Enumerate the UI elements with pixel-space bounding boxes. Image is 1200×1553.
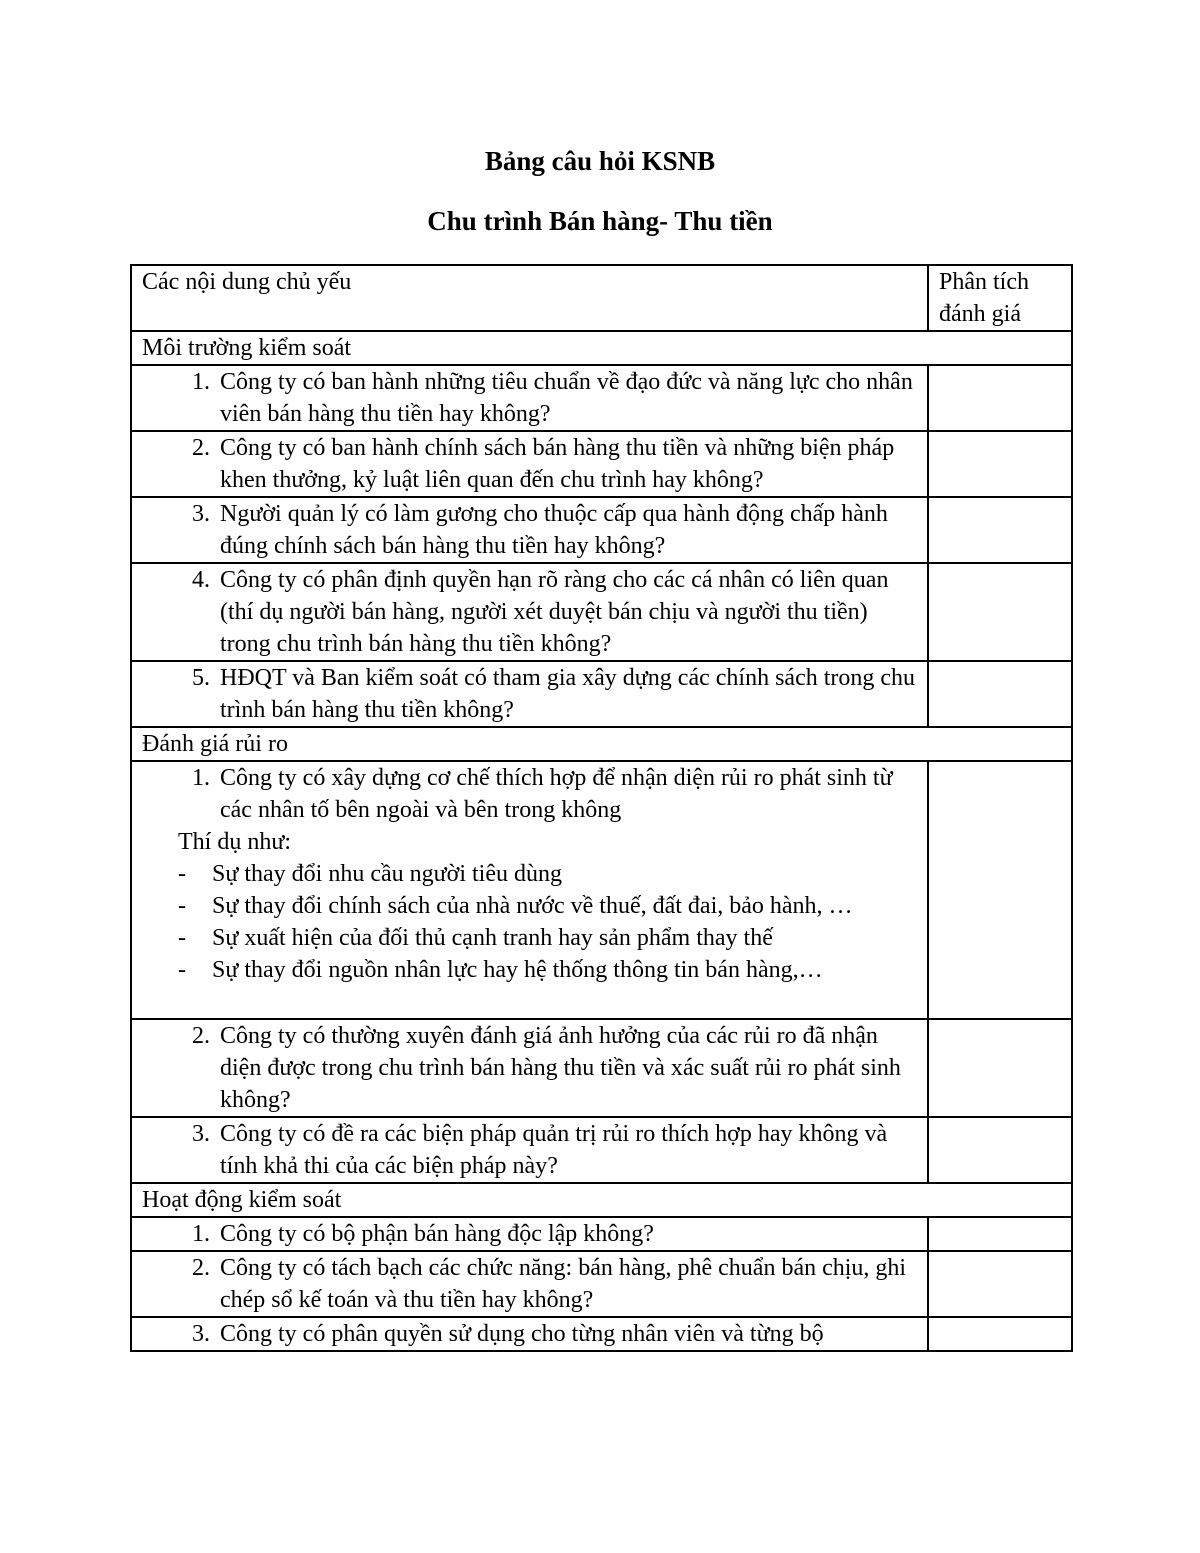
table-row: [131, 431, 1072, 497]
assessment-cell[interactable]: [928, 497, 1072, 563]
dash-bullet-icon: -: [178, 893, 186, 919]
question-item: [132, 762, 927, 826]
question-text: Công ty có bộ phận bán hàng độc lập không?: [220, 1221, 654, 1247]
assessment-cell[interactable]: [928, 661, 1072, 727]
assessment-cell[interactable]: [928, 761, 1072, 1019]
table-row: [131, 761, 1072, 1019]
question-number: 2 .: [132, 1252, 212, 1316]
section-title-control-activities: Hoạt động kiểm soát: [142, 1187, 342, 1213]
table-row: [131, 1117, 1072, 1183]
bullet-text: Sự thay đổi nguồn nhân lực hay hệ thống thông tin bán hàng,…: [212, 957, 823, 983]
list-item: [132, 858, 927, 890]
list-item: [132, 890, 927, 922]
question-item: [132, 432, 927, 496]
table-header-row: [131, 265, 1072, 331]
section-row: [131, 727, 1072, 761]
question-item: [132, 498, 927, 562]
section-title-risk-assessment: Đánh giá rủi ro: [142, 731, 288, 757]
questionnaire-table: [130, 264, 1073, 1352]
question-number: 1 .: [132, 1218, 212, 1250]
question-text: Công ty có tách bạch các chức năng: bán hàng, phê chuẩn bán chịu, ghi chép sổ kế toán và thu tiền hay không?: [220, 1255, 907, 1313]
assessment-cell[interactable]: [928, 1317, 1072, 1351]
question-item: [132, 1252, 927, 1316]
dash-bullet-icon: -: [178, 861, 186, 887]
document-title: Bảng câu hỏi KSNB: [484, 146, 716, 176]
dash-bullet-icon: -: [178, 957, 186, 983]
section-row: [131, 1183, 1072, 1217]
question-text: Công ty có đề ra các biện pháp quản trị rủi ro thích hợp hay không và tính khả thi của các biện pháp này?: [220, 1121, 888, 1179]
document-subtitle: Chu trình Bán hàng- Thu tiền: [427, 206, 773, 236]
question-number: 4 .: [132, 564, 212, 660]
table-row: [131, 497, 1072, 563]
question-number: 2 .: [132, 432, 212, 496]
question-number: 5 .: [132, 662, 212, 726]
table-row: [131, 1019, 1072, 1117]
question-text: Công ty có ban hành chính sách bán hàng thu tiền và những biện pháp khen thưởng, kỷ luật liên quan đến chu trình hay không?: [220, 435, 895, 493]
question-item: [132, 1318, 927, 1350]
question-text: Người quản lý có làm gương cho thuộc cấp qua hành động chấp hành đúng chính sách bán hàng thu tiền hay không?: [220, 501, 888, 559]
question-item: [132, 564, 927, 660]
question-text: Công ty có ban hành những tiêu chuẩn về đạo đức và năng lực cho nhân viên bán hàng thu tiền hay không?: [220, 369, 913, 427]
question-number: 1 .: [132, 762, 212, 826]
assessment-cell[interactable]: [928, 1217, 1072, 1251]
assessment-cell[interactable]: [928, 1117, 1072, 1183]
question-number: 1 .: [132, 366, 212, 430]
question-item: [132, 366, 927, 430]
question-number: 3 .: [132, 498, 212, 562]
assessment-cell[interactable]: [928, 365, 1072, 431]
bullet-text: Sự thay đổi chính sách của nhà nước về thuế, đất đai, bảo hành, …: [212, 893, 853, 919]
question-item: [132, 1218, 927, 1250]
question-number: 3 .: [132, 1318, 212, 1350]
question-item: [132, 662, 927, 726]
list-item: [132, 954, 927, 986]
table-row: [131, 661, 1072, 727]
example-label: Thí dụ như:: [178, 829, 292, 855]
assessment-cell[interactable]: [928, 1019, 1072, 1117]
table-row: [131, 365, 1072, 431]
question-text: Công ty có phân định quyền hạn rõ ràng cho các cá nhân có liên quan (thí dụ người bán hàng, người xét duyệt bán chịu và người thu tiền) trong chu trình bán hàng thu tiền không?: [220, 567, 889, 657]
table-row: [131, 1251, 1072, 1317]
question-number: 3 .: [132, 1118, 212, 1182]
column-header-content: Các nội dung chủ yếu: [142, 269, 352, 295]
question-text: Công ty có thường xuyên đánh giá ảnh hưởng của các rủi ro đã nhận diện được trong chu trình bán hàng thu tiền và xác suất rủi ro phát sinh không?: [220, 1023, 901, 1113]
question-text: Công ty có phân quyền sử dụng cho từng nhân viên và từng bộ: [220, 1321, 824, 1347]
question-number: 2 .: [132, 1020, 212, 1116]
column-header-assessment: Phân tích đánh giá: [939, 269, 1029, 327]
table-row: [131, 1317, 1072, 1351]
table-row: [131, 1217, 1072, 1251]
bullet-text: Sự thay đổi nhu cầu người tiêu dùng: [212, 861, 563, 887]
dash-bullet-icon: -: [178, 925, 186, 951]
question-text: Công ty có xây dựng cơ chế thích hợp để nhận diện rủi ro phát sinh từ các nhân tố bên ngoài và bên trong không: [220, 765, 893, 823]
question-item: [132, 1020, 927, 1116]
section-title-control-environment: Môi trường kiểm soát: [142, 335, 352, 361]
assessment-cell[interactable]: [928, 563, 1072, 661]
section-row: [131, 331, 1072, 365]
question-item: [132, 1118, 927, 1182]
spacer: [132, 986, 927, 1018]
list-item: [132, 922, 927, 954]
bullet-text: Sự xuất hiện của đối thủ cạnh tranh hay sản phẩm thay thế: [212, 925, 773, 951]
question-text: HĐQT và Ban kiểm soát có tham gia xây dựng các chính sách trong chu trình bán hàng thu tiền không?: [220, 665, 916, 723]
table-row: [131, 563, 1072, 661]
assessment-cell[interactable]: [928, 1251, 1072, 1317]
assessment-cell[interactable]: [928, 431, 1072, 497]
